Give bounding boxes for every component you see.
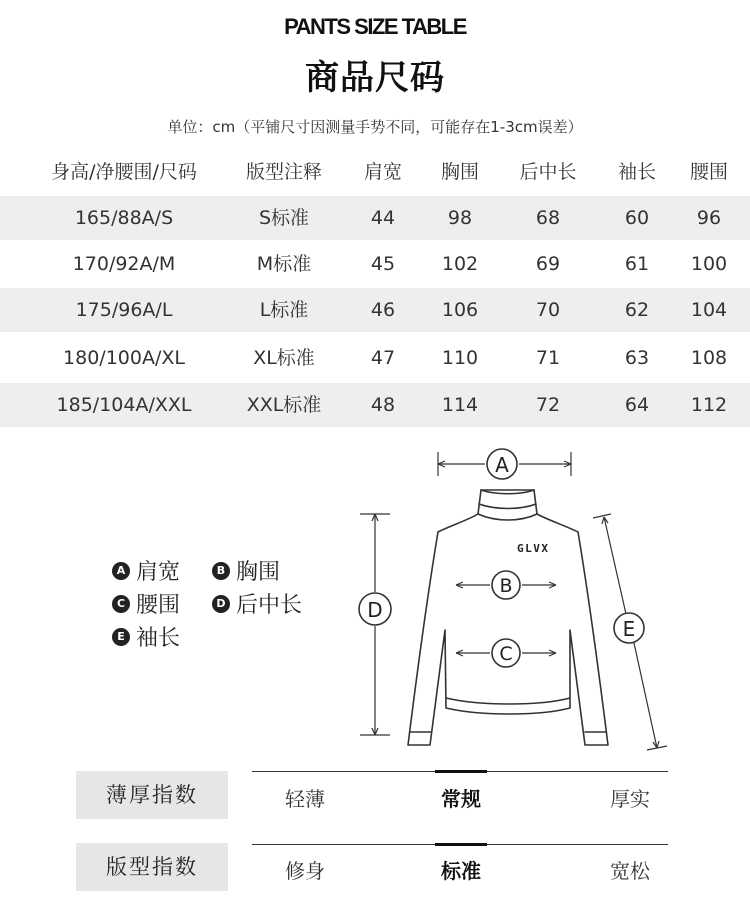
table-cell: 61 bbox=[624, 253, 650, 275]
thickness-option: 轻薄 bbox=[285, 787, 325, 811]
table-cell: 63 bbox=[624, 347, 650, 369]
marker-b: B bbox=[499, 575, 513, 597]
marker-e: E bbox=[622, 617, 636, 641]
table-cell: 47 bbox=[370, 347, 396, 369]
table-row bbox=[0, 242, 750, 286]
fit-index-label: 版型指数 bbox=[76, 843, 228, 891]
table-cell: 70 bbox=[535, 299, 561, 321]
table-cell: 185/104A/XXL bbox=[56, 394, 192, 416]
table-cell: 170/92A/M bbox=[72, 253, 176, 275]
column-header: 腰围 bbox=[689, 161, 729, 183]
table-row bbox=[0, 336, 750, 380]
measurement-diagram bbox=[0, 440, 750, 770]
fit-selected-mark bbox=[435, 843, 487, 846]
title-english: PANTS SIZE TABLE bbox=[284, 14, 466, 39]
table-cell: 96 bbox=[696, 207, 722, 229]
table-cell: 180/100A/XL bbox=[63, 347, 185, 369]
table-cell: XXL标准 bbox=[246, 394, 322, 416]
legend-badge: B bbox=[212, 562, 230, 580]
unit-note: 单位：cm（平铺尺寸因测量手势不同，可能存在1-3cm误差） bbox=[167, 118, 583, 136]
table-cell: 112 bbox=[690, 394, 728, 416]
legend-badge: A bbox=[112, 562, 130, 580]
legend-item bbox=[212, 588, 302, 619]
legend-item bbox=[112, 621, 180, 652]
legend-badge: C bbox=[112, 595, 130, 613]
table-cell: 106 bbox=[441, 299, 479, 321]
marker-d: D bbox=[367, 598, 383, 622]
column-header: 胸围 bbox=[440, 161, 480, 183]
legend-item bbox=[112, 588, 180, 619]
fit-option-selected: 标准 bbox=[441, 859, 481, 883]
legend-item bbox=[112, 555, 180, 586]
thickness-option: 厚实 bbox=[610, 787, 650, 811]
table-cell: 165/88A/S bbox=[74, 207, 174, 229]
legend-label: 腰围 bbox=[136, 593, 181, 618]
table-cell: 100 bbox=[690, 253, 728, 275]
marker-c: C bbox=[499, 643, 513, 665]
table-cell: S标准 bbox=[258, 207, 310, 229]
column-header: 身高/净腰围/尺码 bbox=[51, 161, 197, 183]
table-cell: 108 bbox=[690, 347, 728, 369]
marker-a: A bbox=[495, 453, 509, 477]
thickness-index-label: 薄厚指数 bbox=[76, 771, 228, 819]
column-header: 后中长 bbox=[519, 161, 577, 183]
table-cell: 72 bbox=[535, 394, 561, 416]
dimension-d-icon bbox=[359, 514, 391, 735]
legend-label: 肩宽 bbox=[136, 560, 181, 585]
column-header: 袖长 bbox=[617, 161, 657, 183]
table-cell: 102 bbox=[441, 253, 479, 275]
legend-badge: D bbox=[212, 595, 230, 613]
legend-label: 胸围 bbox=[236, 560, 281, 585]
legend-badge: E bbox=[112, 628, 130, 646]
table-cell: 71 bbox=[535, 347, 561, 369]
legend-label: 后中长 bbox=[236, 593, 303, 618]
legend-label: 袖长 bbox=[136, 626, 181, 651]
table-cell: 69 bbox=[535, 253, 561, 275]
table-row bbox=[0, 288, 750, 332]
table-cell: 64 bbox=[624, 394, 650, 416]
title-chinese: 商品尺码 bbox=[305, 58, 445, 98]
brand-logo-text: GLVX bbox=[517, 542, 550, 555]
table-row bbox=[0, 196, 750, 240]
thickness-option-selected: 常规 bbox=[441, 787, 481, 811]
table-cell: 44 bbox=[370, 207, 396, 229]
column-header: 版型注释 bbox=[245, 161, 323, 183]
fit-option: 宽松 bbox=[610, 859, 650, 883]
table-cell: 104 bbox=[690, 299, 728, 321]
table-cell: 68 bbox=[535, 207, 561, 229]
table-cell: 62 bbox=[624, 299, 650, 321]
table-cell: 60 bbox=[624, 207, 650, 229]
legend-item bbox=[212, 555, 280, 586]
sweater-outline-icon bbox=[408, 490, 608, 745]
table-cell: 45 bbox=[370, 253, 396, 275]
column-header: 肩宽 bbox=[363, 161, 403, 183]
fit-option: 修身 bbox=[285, 859, 325, 883]
table-cell: L标准 bbox=[259, 299, 309, 321]
table-cell: 114 bbox=[441, 394, 479, 416]
table-cell: 48 bbox=[370, 394, 396, 416]
table-cell: M标准 bbox=[256, 253, 312, 275]
table-cell: XL标准 bbox=[253, 347, 315, 369]
table-cell: 110 bbox=[441, 347, 479, 369]
table-cell: 175/96A/L bbox=[75, 299, 173, 321]
table-header-row bbox=[0, 150, 750, 194]
table-cell: 98 bbox=[447, 207, 473, 229]
thickness-selected-mark bbox=[435, 770, 487, 773]
table-row bbox=[0, 383, 750, 427]
table-cell: 46 bbox=[370, 299, 396, 321]
